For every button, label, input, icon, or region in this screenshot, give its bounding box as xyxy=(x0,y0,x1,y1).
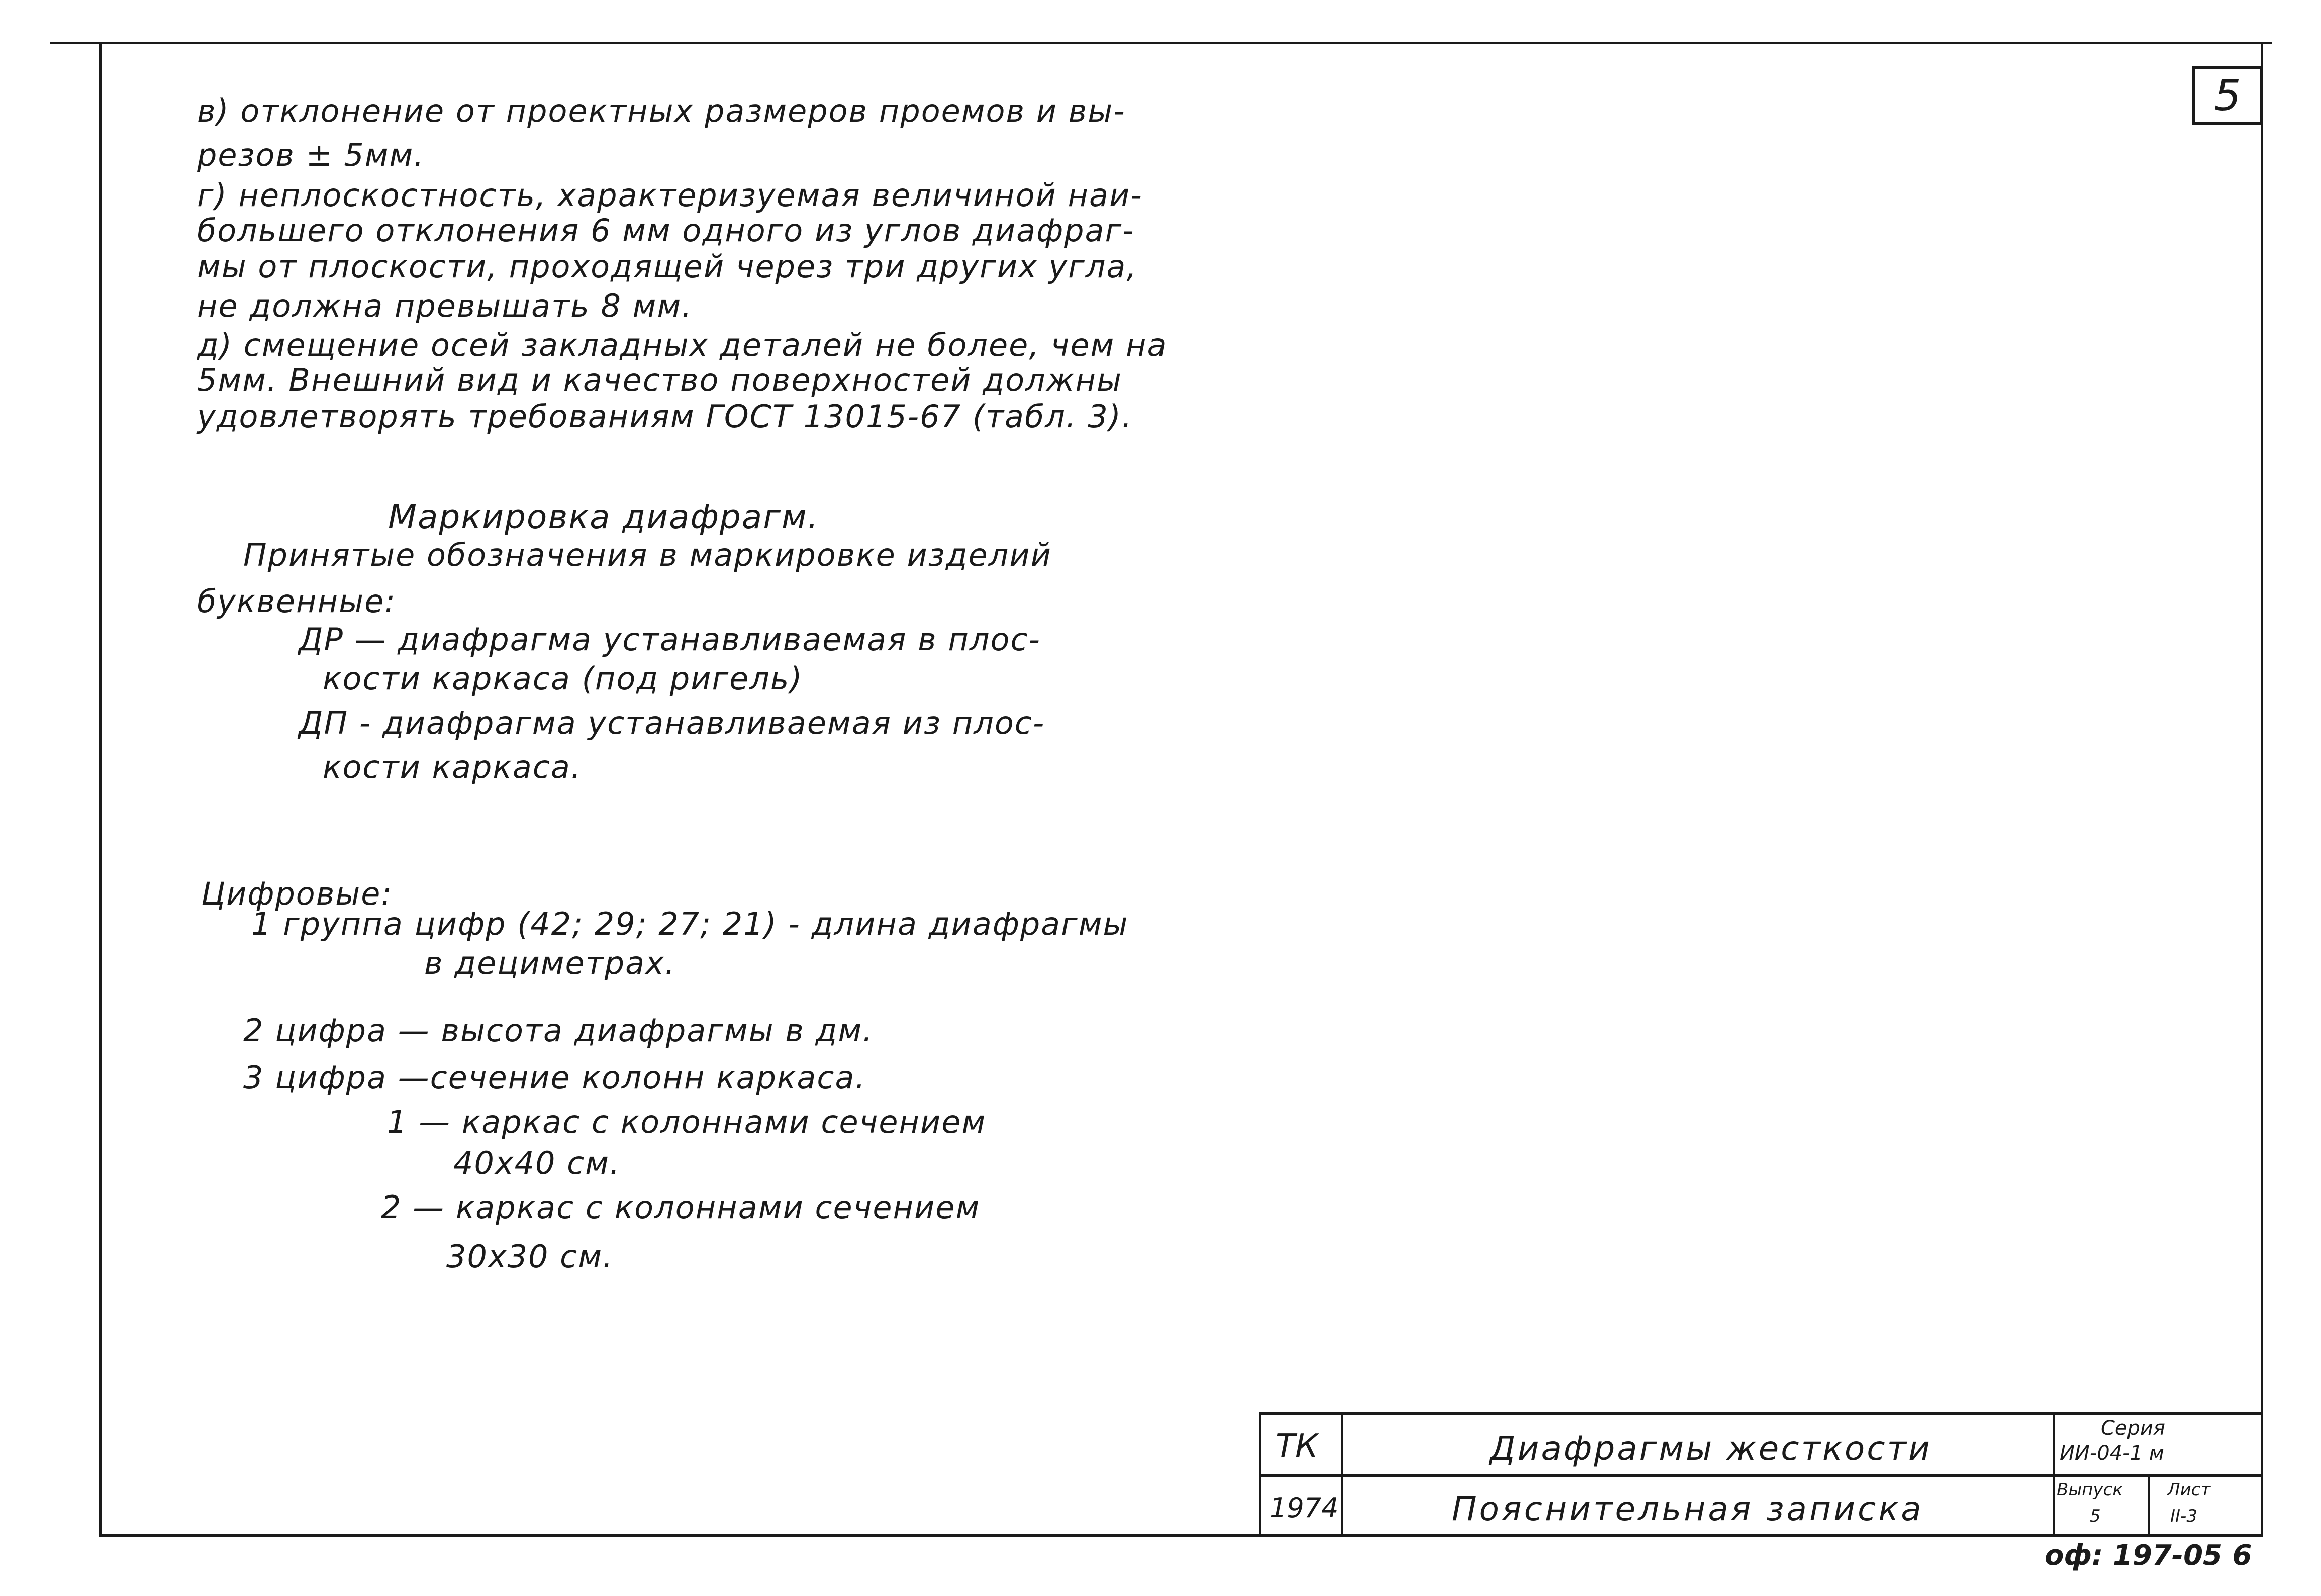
para-d-line-1: д) смещение осей закладных деталей не более, чем на xyxy=(197,327,1168,363)
document-stamp: оф: 197-05 6 xyxy=(2045,1539,2252,1572)
marking-intro-line-1: Принятые обозначения в маркировке изделий xyxy=(243,537,1052,573)
para-g-line-4: не должна превышать 8 мм. xyxy=(197,287,693,324)
digital-label: Цифровые: xyxy=(201,875,393,912)
frame-right-border xyxy=(2261,42,2263,1537)
tb-series-label: Серия xyxy=(2101,1417,2165,1440)
tb-code: ТК xyxy=(1276,1428,1318,1465)
para-g-line-2: большего отклонения 6 мм одного из углов диафраг- xyxy=(197,212,1135,249)
tb-middle-rule xyxy=(1259,1474,2263,1477)
tb-sheet-label: Лист xyxy=(2167,1480,2211,1500)
top-trim-line xyxy=(50,42,2272,44)
frame-left-border xyxy=(99,42,102,1537)
group1-line-2: в дециметрах. xyxy=(424,945,676,981)
group1-line-1: 1 группа цифр (42; 29; 27; 21) - длина диафрагмы xyxy=(251,906,1129,942)
dr-definition-line-2: кости каркаса (под ригель) xyxy=(323,660,803,697)
dp-definition-line-1: ДП - диафрагма устанавливаемая из плос- xyxy=(299,705,1045,741)
page-number-box xyxy=(2192,66,2263,125)
tb-issue-label: Выпуск xyxy=(2057,1480,2123,1500)
page-number: 5 xyxy=(2214,71,2241,120)
para-v-line-2: резов ± 5мм. xyxy=(197,137,425,173)
option1-line-2: 40x40 см. xyxy=(453,1145,621,1181)
tb-issue-value: 5 xyxy=(2090,1506,2101,1526)
para-d-line-3: удовлетворять требованиям ГОСТ 13015-67 (табл. 3). xyxy=(197,398,1133,435)
dr-definition-line-1: ДР — диафрагма устанавливаемая в плос- xyxy=(299,621,1041,658)
tb-divider-1 xyxy=(1341,1412,1343,1537)
tb-title: Диафрагмы жесткости xyxy=(1490,1429,1932,1468)
tb-subtitle: Пояснительная записка xyxy=(1452,1489,1924,1528)
option2-line-1: 2 — каркас с колоннами сечением xyxy=(381,1189,981,1226)
tb-divider-2 xyxy=(2053,1412,2055,1537)
tb-divider-3 xyxy=(2148,1474,2150,1537)
para-g-line-3: мы от плоскости, проходящей через три других угла, xyxy=(197,248,1138,285)
tb-top-border xyxy=(1259,1412,2263,1415)
digit2-line: 2 цифра — высота диафрагмы в дм. xyxy=(243,1012,874,1049)
marking-title: Маркировка диафрагм. xyxy=(388,497,819,536)
tb-sheet-value: II-3 xyxy=(2170,1506,2197,1526)
para-d-line-2: 5мм. Внешний вид и качество поверхностей должны xyxy=(197,362,1122,398)
dp-definition-line-2: кости каркаса. xyxy=(323,749,582,785)
title-block xyxy=(1259,1412,2263,1537)
tb-series-value: ИИ-04-1 м xyxy=(2060,1442,2164,1465)
digit3-line: 3 цифра —сечение колонн каркаса. xyxy=(243,1059,866,1096)
option1-line-1: 1 — каркас с колоннами сечением xyxy=(387,1104,987,1140)
tb-year: 1974 xyxy=(1270,1492,1339,1524)
para-v-line-1: в) отклонение от проектных размеров проемов и вы- xyxy=(197,92,1126,129)
para-g-line-1: г) неплоскостность, характеризуемая величиной наи- xyxy=(197,177,1143,214)
option2-line-2: 30x30 см. xyxy=(446,1238,614,1275)
marking-intro-line-2: буквенные: xyxy=(197,583,397,620)
